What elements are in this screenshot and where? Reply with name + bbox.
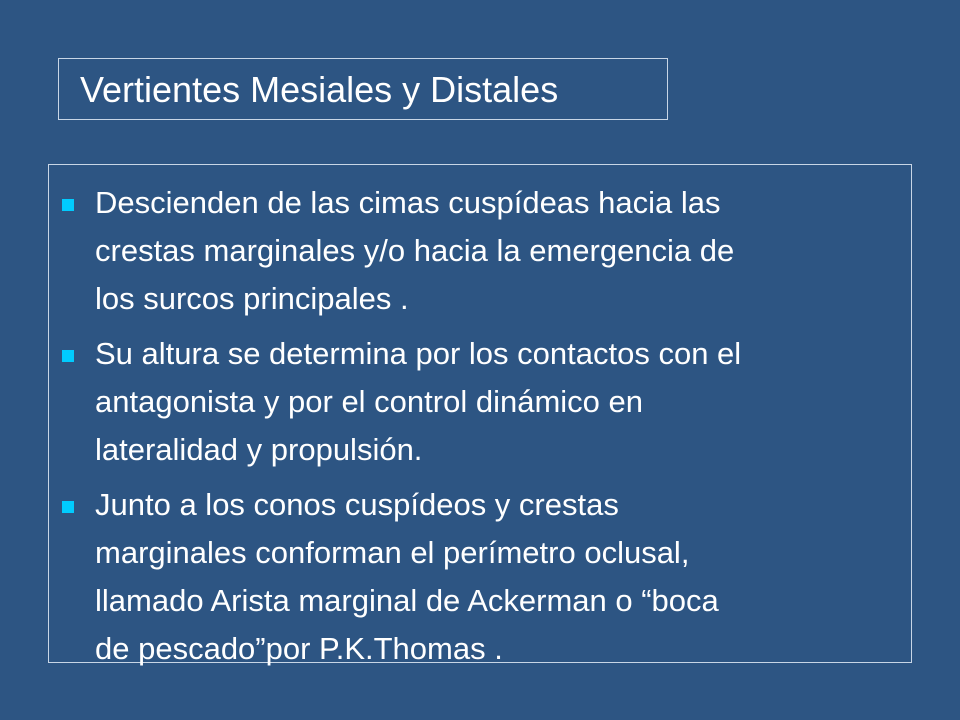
bullet-item	[60, 330, 900, 474]
bullet-text: Junto a los conos cuspídeos y crestas marginales conforman el perímetro oclusal, llamado Arista marginal de Ackerman o “boca de pescado”por P.K.Thomas .	[95, 487, 719, 666]
slide-title: Vertientes Mesiales y Distales	[80, 69, 559, 110]
square-bullet-icon	[62, 350, 74, 362]
content-frame	[48, 164, 912, 666]
square-bullet-icon	[62, 501, 74, 513]
bullet-text: Su altura se determina por los contactos con el antagonista y por el control dinámico en lateralidad y propulsión.	[95, 336, 742, 467]
bullet-list	[60, 179, 900, 680]
bullet-item	[60, 179, 900, 323]
title-frame	[58, 58, 668, 120]
square-bullet-icon	[62, 199, 74, 211]
bullet-item	[60, 481, 900, 673]
bullet-text: Descienden de las cimas cuspídeas hacia las crestas marginales y/o hacia la emergencia de los surcos principales .	[95, 185, 735, 316]
